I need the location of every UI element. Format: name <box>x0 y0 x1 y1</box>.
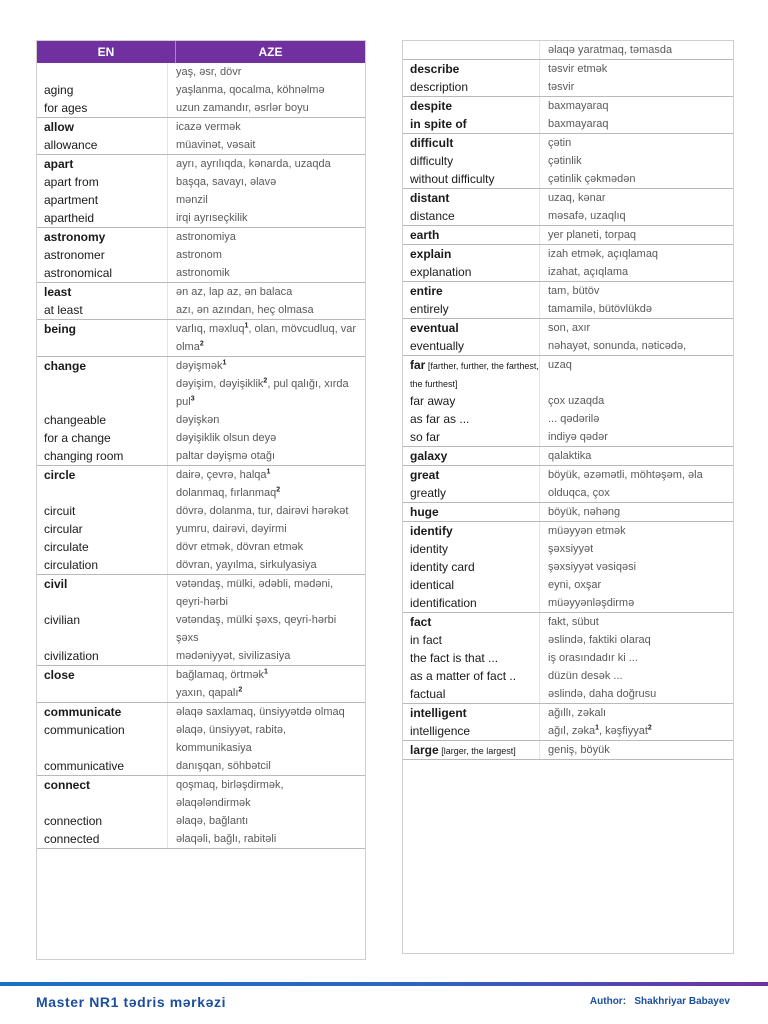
english-term: greatly <box>410 486 447 500</box>
table-row <box>403 97 733 115</box>
table-row <box>403 685 733 703</box>
english-term: allow <box>44 120 75 134</box>
table-row <box>37 666 365 684</box>
table-row <box>403 484 733 502</box>
azerbaijani-translation: irqi ayrıseçkilik <box>167 209 365 227</box>
english-term: civilian <box>44 613 81 627</box>
english-term: identity <box>410 542 449 556</box>
english-term: least <box>44 285 72 299</box>
azerbaijani-translation: əlaqə, bağlantı <box>167 812 365 830</box>
azerbaijani-translation: azı, ən azından, heç olmasa <box>167 301 365 319</box>
table-row <box>403 667 733 685</box>
table-row <box>37 812 365 830</box>
english-term: without difficulty <box>410 172 495 186</box>
english-term: connected <box>44 832 100 846</box>
azerbaijani-translation: son, axır <box>539 319 733 337</box>
table-header <box>37 41 365 63</box>
english-term: entirely <box>410 302 449 316</box>
azerbaijani-translation: vətəndaş, mülki, ədəbli, mədəni, qeyri-hərbi <box>167 575 365 611</box>
table-row <box>403 41 733 59</box>
azerbaijani-translation: qoşmaq, birləşdirmək, əlaqələndirmək <box>167 776 365 812</box>
english-term: in spite of <box>410 117 467 131</box>
footer-divider <box>0 982 768 986</box>
term-note: [larger, the largest] <box>438 746 516 756</box>
azerbaijani-translation: mənzil <box>167 191 365 209</box>
azerbaijani-translation: məsafə, uzaqlıq <box>539 207 733 225</box>
table-row <box>403 613 733 631</box>
azerbaijani-translation: astronomiya <box>167 228 365 246</box>
footnote-marker: 2 <box>238 686 243 694</box>
azerbaijani-translation: mədəniyyət, sivilizasiya <box>167 647 365 665</box>
azerbaijani-translation: vətəndaş, mülki şəxs, qeyri-hərbi şəxs <box>167 611 365 647</box>
azerbaijani-translation: düzün desək ... <box>539 667 733 685</box>
azerbaijani-translation: danışqan, söhbətcil <box>167 757 365 775</box>
footnote-marker: 2 <box>276 486 281 494</box>
table-row <box>403 170 733 188</box>
azerbaijani-translation: tam, bütöv <box>539 282 733 300</box>
footnote-marker: 1 <box>595 724 599 732</box>
table-row <box>403 392 733 410</box>
english-term: at least <box>44 303 83 317</box>
english-term: describe <box>410 62 460 76</box>
table-row <box>37 209 365 227</box>
azerbaijani-translation: yaxın, qapalı$^2$ <box>167 684 365 702</box>
azerbaijani-translation: müavinət, vəsait <box>167 136 365 154</box>
english-term: identify <box>410 524 453 538</box>
table-row <box>403 282 733 300</box>
english-term: apart from <box>44 175 99 189</box>
table-row <box>37 246 365 264</box>
english-term: far away <box>410 394 456 408</box>
english-term <box>37 375 167 411</box>
term-note: [farther, further, the farthest, the furthest] <box>410 361 539 389</box>
azerbaijani-translation: eyni, oxşar <box>539 576 733 594</box>
english-term: identity card <box>410 560 475 574</box>
english-term: eventual <box>410 321 459 335</box>
english-term: connect <box>44 778 91 792</box>
english-term: eventually <box>410 339 465 353</box>
word-group <box>403 60 733 97</box>
azerbaijani-translation: yer planeti, torpaq <box>539 226 733 244</box>
azerbaijani-translation: böyük, nəhəng <box>539 503 733 521</box>
word-group <box>37 357 365 466</box>
footnote-marker: 1 <box>264 668 268 676</box>
english-term: circuit <box>44 504 76 518</box>
english-term: despite <box>410 99 453 113</box>
table-row <box>403 78 733 96</box>
azerbaijani-translation: təsvir etmək <box>539 60 733 78</box>
word-group <box>403 613 733 704</box>
azerbaijani-translation: əslində, daha doğrusu <box>539 685 733 703</box>
azerbaijani-translation: dövran, yayılma, sirkulyasiya <box>167 556 365 574</box>
azerbaijani-translation: ayrı, ayrılıqda, kənarda, uzaqda <box>167 155 365 173</box>
table-row <box>37 118 365 136</box>
table-row <box>37 447 365 465</box>
table-row <box>403 189 733 207</box>
word-group <box>403 245 733 282</box>
english-term: communication <box>44 723 125 737</box>
table-row <box>403 576 733 594</box>
table-row <box>37 301 365 319</box>
english-term: for a change <box>44 431 111 445</box>
header-en: EN <box>37 41 176 63</box>
table-row <box>403 631 733 649</box>
table-row <box>403 134 733 152</box>
table-row <box>37 155 365 173</box>
table-row <box>403 722 733 740</box>
english-term: intelligence <box>410 724 471 738</box>
english-term: as a matter of fact .. <box>410 669 517 683</box>
word-group <box>37 320 365 357</box>
azerbaijani-translation: çox uzaqda <box>539 392 733 410</box>
table-row <box>403 447 733 465</box>
english-term: civil <box>44 577 68 591</box>
english-term: apart <box>44 157 74 171</box>
table-row <box>403 522 733 540</box>
english-term: factual <box>410 687 446 701</box>
azerbaijani-translation: uzaq <box>539 356 733 392</box>
azerbaijani-translation: varlıq, məxluq$^1$, olan, mövcudluq, var olma$^2$ <box>167 320 365 356</box>
table-row <box>37 520 365 538</box>
azerbaijani-translation: indiyə qədər <box>539 428 733 446</box>
english-term <box>37 484 167 502</box>
english-term: in fact <box>410 633 443 647</box>
english-term: changing room <box>44 449 124 463</box>
azerbaijani-translation: astronom <box>167 246 365 264</box>
english-term: difficulty <box>410 154 454 168</box>
footnote-marker: 2 <box>263 377 268 385</box>
english-term: communicative <box>44 759 125 773</box>
table-row <box>37 466 365 484</box>
english-term: circulate <box>44 540 89 554</box>
table-row <box>37 611 365 647</box>
word-group <box>37 155 365 228</box>
azerbaijani-translation: başqa, savayı, əlavə <box>167 173 365 191</box>
english-term: description <box>410 80 469 94</box>
table-row <box>403 226 733 244</box>
word-group <box>37 228 365 283</box>
azerbaijani-translation: yaş, əsr, dövr <box>167 63 365 81</box>
english-term: circle <box>44 468 76 482</box>
word-group <box>403 356 733 447</box>
table-row <box>403 503 733 521</box>
word-group <box>403 741 733 760</box>
azerbaijani-translation: təsvir <box>539 78 733 96</box>
english-term: the fact is that ... <box>410 651 499 665</box>
table-row <box>403 337 733 355</box>
azerbaijani-translation: şəxsiyyət vəsiqəsi <box>539 558 733 576</box>
table-row <box>37 703 365 721</box>
english-term: entire <box>410 284 443 298</box>
table-row <box>403 558 733 576</box>
azerbaijani-translation: çətinlik çəkmədən <box>539 170 733 188</box>
table-row <box>403 300 733 318</box>
vocabulary-table-right <box>402 40 734 954</box>
table-row <box>403 540 733 558</box>
table-row <box>37 757 365 775</box>
word-group <box>403 522 733 613</box>
azerbaijani-translation: izah etmək, açıqlamaq <box>539 245 733 263</box>
azerbaijani-translation: astronomik <box>167 264 365 282</box>
azerbaijani-translation: ... qədərilə <box>539 410 733 428</box>
azerbaijani-translation: dəyişiklik olsun deyə <box>167 429 365 447</box>
azerbaijani-translation: əlaqə saxlamaq, ünsiyyətdə olmaq <box>167 703 365 721</box>
english-term: for ages <box>44 101 88 115</box>
azerbaijani-translation: müəyyən etmək <box>539 522 733 540</box>
table-row <box>37 81 365 99</box>
azerbaijani-translation: əlaqəli, bağlı, rabitəli <box>167 830 365 848</box>
azerbaijani-translation: baxmayaraq <box>539 97 733 115</box>
footer-author <box>590 996 730 1007</box>
table-row <box>403 649 733 667</box>
english-term: as far as ... <box>410 412 470 426</box>
azerbaijani-translation: dövrə, dolanma, tur, dairəvi hərəkət <box>167 502 365 520</box>
english-term: earth <box>410 228 440 242</box>
footer-brand: Master NR1 tədris mərkəzi <box>36 994 227 1010</box>
footnote-marker: 2 <box>647 724 652 732</box>
table-row <box>403 60 733 78</box>
table-row <box>403 356 733 392</box>
english-term <box>37 684 167 702</box>
word-group <box>37 283 365 320</box>
azerbaijani-translation: çətin <box>539 134 733 152</box>
english-term: apartment <box>44 193 99 207</box>
table-row <box>37 647 365 665</box>
table-row <box>403 594 733 612</box>
english-term: close <box>44 668 75 682</box>
english-term: far [farther, further, the farthest, the furthest] <box>410 358 539 389</box>
azerbaijani-translation: çətinlik <box>539 152 733 170</box>
azerbaijani-translation: şəxsiyyət <box>539 540 733 558</box>
word-group <box>37 466 365 575</box>
table-row <box>37 99 365 117</box>
table-row <box>37 721 365 757</box>
english-term: identical <box>410 578 455 592</box>
footnote-marker: 1 <box>266 468 271 476</box>
azerbaijani-translation: ağıl, zəka$^1$, kəşfiyyat$^2$ <box>539 722 733 740</box>
english-term: distant <box>410 191 450 205</box>
word-group <box>37 703 365 776</box>
word-group <box>403 282 733 319</box>
word-group <box>403 189 733 226</box>
english-term: change <box>44 359 87 373</box>
table-row <box>37 264 365 282</box>
left-table-body <box>37 63 365 849</box>
word-group <box>403 704 733 741</box>
azerbaijani-translation: əlaqə, ünsiyyət, rabitə, kommunikasiya <box>167 721 365 757</box>
word-group <box>403 319 733 356</box>
english-term: great <box>410 468 440 482</box>
english-term: explain <box>410 247 452 261</box>
azerbaijani-translation: olduqca, çox <box>539 484 733 502</box>
azerbaijani-translation: dəyişmək$^1$ <box>167 357 365 375</box>
azerbaijani-translation: dairə, çevrə, halqa$^1$ <box>167 466 365 484</box>
english-term: circulation <box>44 558 99 572</box>
english-term: aging <box>44 83 74 97</box>
english-term: apartheid <box>44 211 95 225</box>
azerbaijani-translation: uzun zamandır, əsrlər boyu <box>167 99 365 117</box>
word-group <box>403 41 733 60</box>
word-group <box>403 134 733 189</box>
english-term <box>37 63 167 81</box>
table-row <box>37 776 365 812</box>
table-row <box>37 502 365 520</box>
table-row <box>403 263 733 281</box>
english-term: communicate <box>44 705 122 719</box>
english-term: difficult <box>410 136 454 150</box>
azerbaijani-translation: paltar dəyişmə otağı <box>167 447 365 465</box>
table-row <box>403 207 733 225</box>
english-term: huge <box>410 505 439 519</box>
azerbaijani-translation: dəyişkən <box>167 411 365 429</box>
footnote-marker: 3 <box>190 395 195 403</box>
word-group <box>37 776 365 849</box>
table-row <box>37 191 365 209</box>
table-row <box>403 319 733 337</box>
author-name: Shakhriyar Babayev <box>634 996 730 1007</box>
azerbaijani-translation: fakt, sübut <box>539 613 733 631</box>
english-term: fact <box>410 615 432 629</box>
azerbaijani-translation: geniş, böyük <box>539 741 733 759</box>
english-term: changeable <box>44 413 107 427</box>
azerbaijani-translation: iş orasındadır ki ... <box>539 649 733 667</box>
azerbaijani-translation: dövr etmək, dövran etmək <box>167 538 365 556</box>
english-term: astronomy <box>44 230 106 244</box>
azerbaijani-translation: dəyişim, dəyişiklik$^2$, pul qalığı, xırda pul$^3$ <box>167 375 365 411</box>
table-row <box>37 136 365 154</box>
azerbaijani-translation: icazə vermək <box>167 118 365 136</box>
azerbaijani-translation: nəhayət, sonunda, nəticədə, <box>539 337 733 355</box>
word-group <box>403 226 733 245</box>
word-group <box>403 466 733 503</box>
table-row <box>403 428 733 446</box>
english-term: being <box>44 322 76 336</box>
english-term: so far <box>410 430 441 444</box>
english-term <box>403 41 539 59</box>
word-group <box>37 575 365 666</box>
word-group <box>37 118 365 155</box>
english-term: civilization <box>44 649 99 663</box>
azerbaijani-translation: izahat, açıqlama <box>539 263 733 281</box>
table-row <box>403 704 733 722</box>
table-row <box>37 63 365 81</box>
azerbaijani-translation: tamamilə, bütövlükdə <box>539 300 733 318</box>
table-row <box>403 115 733 133</box>
english-term: intelligent <box>410 706 467 720</box>
table-row <box>37 429 365 447</box>
right-table-body <box>403 41 733 760</box>
azerbaijani-translation: bağlamaq, örtmək$^1$ <box>167 666 365 684</box>
table-row <box>37 283 365 301</box>
footnote-marker: 1 <box>222 359 227 367</box>
table-row <box>403 410 733 428</box>
author-label: Author: <box>589 996 627 1007</box>
azerbaijani-translation: qalaktika <box>539 447 733 465</box>
table-row <box>403 245 733 263</box>
word-group <box>403 97 733 134</box>
footnote-marker: 2 <box>199 340 204 348</box>
table-row <box>37 411 365 429</box>
azerbaijani-translation: böyük, əzəmətli, möhtəşəm, əla <box>539 466 733 484</box>
azerbaijani-translation: ağıllı, zəkalı <box>539 704 733 722</box>
table-row <box>37 228 365 246</box>
azerbaijani-translation: yaşlanma, qocalma, köhnəlmə <box>167 81 365 99</box>
english-term: explanation <box>410 265 472 279</box>
table-row <box>37 320 365 356</box>
vocabulary-table-left <box>36 40 366 960</box>
english-term: distance <box>410 209 455 223</box>
table-row <box>37 357 365 375</box>
azerbaijani-translation: uzaq, kənar <box>539 189 733 207</box>
word-group <box>403 503 733 522</box>
table-row <box>37 538 365 556</box>
word-group <box>403 447 733 466</box>
azerbaijani-translation: yumru, dairəvi, dəyirmi <box>167 520 365 538</box>
table-row <box>37 375 365 411</box>
table-row <box>37 556 365 574</box>
english-term: astronomical <box>44 266 113 280</box>
english-term: astronomer <box>44 248 105 262</box>
table-row <box>37 830 365 848</box>
table-row <box>37 575 365 611</box>
english-term: circular <box>44 522 83 536</box>
english-term: connection <box>44 814 103 828</box>
english-term: galaxy <box>410 449 448 463</box>
table-row <box>37 173 365 191</box>
header-aze: AZE <box>258 45 283 59</box>
footnote-marker: 1 <box>244 322 249 330</box>
english-term: identification <box>410 596 477 610</box>
table-row <box>37 484 365 502</box>
english-term: large [larger, the largest] <box>410 743 516 757</box>
word-group <box>37 666 365 703</box>
azerbaijani-translation: dolanmaq, fırlanmaq$^2$ <box>167 484 365 502</box>
table-row <box>403 466 733 484</box>
azerbaijani-translation: müəyyənləşdirmə <box>539 594 733 612</box>
table-row <box>403 152 733 170</box>
table-row <box>37 684 365 702</box>
english-term: allowance <box>44 138 98 152</box>
table-row <box>403 741 733 759</box>
azerbaijani-translation: əlaqə yaratmaq, təmasda <box>539 41 733 59</box>
word-group <box>37 63 365 118</box>
azerbaijani-translation: ən az, lap az, ən balaca <box>167 283 365 301</box>
azerbaijani-translation: əslində, faktiki olaraq <box>539 631 733 649</box>
azerbaijani-translation: baxmayaraq <box>539 115 733 133</box>
